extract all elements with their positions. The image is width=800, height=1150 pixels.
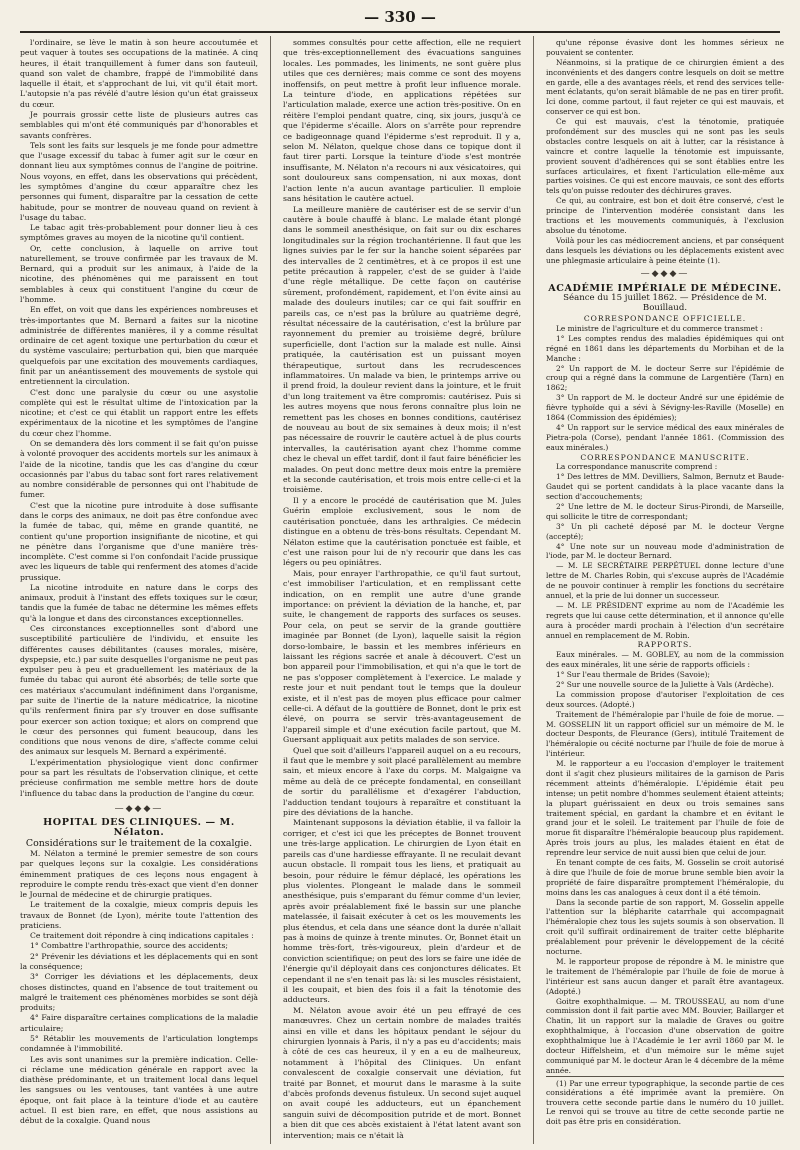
correspondence-item: 3° Un rapport de M. le docteur André sur une épidémie de fièvre typhoïde qui a sévi à Sévigny-les-Raville (Moselle) en 1864 (Commission des épidémies);	[546, 393, 784, 422]
body-paragraph: En effet, on voit que dans les expériences nombreuses et très-importantes que M. Bernard a faites sur la nicotine administrée de différentes manières, il y a comme résultat ordinaire de cet agent toxique une perturbation du cœur et du système vasculaire; perturbation qui, bien que marquée quelquefois par une excitation des mouvements cardiaques, finit par un anéantissement des mouvements de systole qui entretiennent la circulation.	[20, 305, 258, 387]
correspondence-item: 1° Les comptes rendus des maladies épidémiques qui ont régné en 1861 dans les départements du Morbihan et de la Manche :	[546, 333, 784, 363]
section-ornament: —◆◆◆—	[114, 803, 164, 814]
body-paragraph: Voilà pour les cas médiocrement anciens, et par conséquent dans lesquels les déviations ou les déplacements existent avec une phlegmasie articulaire à peine éteinte (1).	[546, 235, 784, 265]
correspondence-item: 4° Une note sur un nouveau mode d'administration de l'iode, par M. le docteur Bernard.	[546, 541, 784, 561]
body-paragraph: Or, cette conclusion, à laquelle on arrive tout naturellement, se trouve confirmée par les travaux de M. Bernard, qui a produit sur les animaux, à l'aide de la nicotine, des phénomènes qui me paraissent en tout semblables à ceux qui constituent l'angine du cœur de l'homme.	[20, 243, 258, 305]
body-paragraph: M. Nélaton avoue avoir été un peu effrayé de ces manœuvres. Chez un certain nombre de malades traités ainsi en ville et dans les hôpitaux pendant le séjour du chirurgien lyonnais à Paris, il n'y a pas eu d'accidents; mais à côté de ces cas heureux, il y en a eu de malheureux, notamment à l'hôpital des Cliniques. Un enfant convalescent de coxalgie conservait une déviation, fut traité par Bonnet, et mourut dans le marasme à la suite d'abcès profonds devenus fistuleux. Un second sujet auquel on avait coupé les adducteurs, eut un épanchement sanguin suivi de décomposition putride et de mort. Bonnet a bien dit que ces abcès existaient à l'état latent avant son intervention; mais ce n'était là	[283, 1005, 521, 1140]
body-paragraph: Ces circonstances exceptionnelles sont d'abord une susceptibilité particulière de l'individu, et ensuite les différentes causes débilitantes (causes morales, misère, dyspepsie, etc.) par suite desquelles l'organisme ne peut pas expulser peu à peu et graduellement les matériaux de la fumée du tabac qui auront été absorbés; de telle sorte que ces matériaux s'accumulant indéfiniment dans l'organisme, par suite de l'inertie de la nature médicatrice, la nicotine qu'ils renferment finira par s'y trouver en dose suffisante pour exercer son action toxique; et alors on comprend que le cœur des personnes qui fument beaucoup, dans les conditions que nous venons de dire, s'affecte comme celui des animaux sur lesquels M. Bernard a expérimenté.	[20, 624, 258, 757]
correspondence-item: 3° Un pli cacheté déposé par M. le docteur Vergne (accepté);	[546, 521, 784, 541]
report-paragraph: En tenant compte de ces faits, M. Gosselin se croit autorisé à dire que l'huile de foie de morue brune semble bien avoir la propriété de faire disparaître promptement l'héméralopie, du moins dans les cas analogues à ceux dont il a été témoin.	[546, 858, 784, 897]
column-separator-2	[533, 36, 534, 1144]
report-paragraph: Traitement de l'héméralopie par l'huile de foie de morue. — M. GOSSELIN lit un rapport officiel sur un mémoire de M. le docteur Desponts, de Fleurance (Gers), intitulé Traitement de l'héméralopie ou cécité nocturne par l'huile de foie de morue à l'intérieur.	[546, 709, 784, 759]
report-paragraph: Goitre exophthalmique. — M. TROUSSEAU, au nom d'une commission dont il fait partie avec MM. Bouvier, Baillarger et Chatin, lit un rapport sur la maladie de Graves ou goitre exophthalmique, à l'occasion d'une observation de goitre exophthalmique lue à l'Académie le 1er avril 1860 par M. le docteur Hiffelsheim, et d'un mémoire sur le même sujet communiqué par M. le docteur Aran le 4 décembre de la même année.	[546, 996, 784, 1075]
body-paragraph: Les avis sont unanimes sur la première indication. Celle-ci réclame une médication générale en rapport avec la diathèse prédominante, et un traitement local dans lequel les sangsues ou les ventouses, tant vantées à une autre époque, ont fait place à la teinture d'iode et au cautère actuel. Il est bien rare, en effet, que nous assistions au début de la coxalgie. Quand nous	[20, 1054, 258, 1126]
body-paragraph: Le tabac agit très-probablement pour donner lieu à ces symptômes graves au moyen de la nicotine qu'il contient.	[20, 223, 258, 243]
report-paragraph: La commission propose d'autoriser l'exploitation de ces deux sources. (Adopté.)	[546, 689, 784, 709]
body-paragraph: C'est que la nicotine pure introduite à dose suffisante dans le corps des animaux, ne doit pas être confondue avec la fumée de tabac, qui, même en grande quantité, ne contient qu'une proportion insignifiante de nicotine, et qui ne pénètre dans l'organisme que d'une manière très-incomplète. C'est comme si l'on confondait l'acide prussique avec les liqueurs de table qui renferment des atomes d'acide prussique.	[20, 500, 258, 582]
correspondence-item: — M. LE PRÉSIDENT exprime au nom de l'Académie les regrets que lui cause cette détermination, et il annonce qu'elle aura à procéder mardi prochain à l'élection d'un secrétaire annuel en remplacement de M. Robin.	[546, 600, 784, 640]
meeting-line: Séance du 15 juillet 1862. — Présidence de M. Bouillaud.	[563, 293, 767, 314]
body-paragraph: Tels sont les faits sur lesquels je me fonde pour admettre que l'usage excessif du tabac à fumer agit sur le cœur en donnant lieu aux symptômes connus de l'angine de poitrine. Nous voyons, en effet, dans les observations qui précèdent, les symptômes d'angine du cœur apparaître chez les personnes qui fument, disparaître par la cessation de cette habitude, pour se montrer de nouveau quand on revient à l'usage du tabac.	[20, 140, 258, 222]
body-paragraph: 1° Combattre l'arthropathie, source des accidents;	[30, 941, 228, 951]
body-paragraph: 4° Faire disparaître certaines complications de la maladie articulaire;	[20, 1013, 258, 1033]
report-paragraph: M. le rapporteur propose de répondre à M. le ministre que le traitement de l'héméralopie par l'huile de foie de morue à l'intérieur est sans aucun danger et paraît être avantageux. (Adopté.)	[546, 956, 784, 996]
body-paragraph: Quel que soit d'ailleurs l'appareil auquel on a eu recours, il faut que le membre y soit placé parallèlement au membre sain, et mieux encore à l'axe du corps. M. Malgaigne va même au delà de ce précepte fondamental, en conseillant de sortir du parallélisme et d'exagérer l'abduction, l'adduction tendant toujours à reparaître et constituant la pire des déviations de la hanche.	[283, 745, 521, 818]
report-paragraph: 2° Sur une nouvelle source de la Juliette à Vals (Ardèche).	[556, 680, 774, 689]
body-paragraph: Ce traitement doit répondre à cinq indications capitales :	[30, 931, 254, 941]
body-paragraph: Ce qui, au contraire, est bon et doit être conservé, c'est le principe de l'intervention modérée consistant dans les tractions et les mouvements communiqués, à l'exclusion absolue du ténotome.	[546, 196, 784, 235]
body-paragraph: Il y a encore le procédé de cautérisation que M. Jules Guérin emploie exclusivement, sous le nom de cautérisation ponctuée, dans les arthralgies. Ce médecin distingue en a obtenu de très-bons résultats. Cependant M. Nélaton estime que la cautérisation ponctuée est faible, et c'est une raison pour lui de n'y recourir que dans les cas légers ou peu opiniâtres.	[283, 495, 521, 568]
body-paragraph: 3° Corriger les déviations et les déplacements, deux choses distinctes, quand en l'absence de tout traitement ou malgré le traitement ces phénomènes morbides se sont déjà produits;	[20, 972, 258, 1013]
body-paragraph: 5° Rétablir les mouvements de l'articulation longtemps condamnée à l'immobilité.	[20, 1034, 258, 1054]
body-paragraph: Mais, pour enrayer l'arthropathie, ce qu'il faut surtout, c'est immobiliser l'articulation, et en remplissant cette indication, on en remplit une autre d'une grande importance: on prévient la déviation de la hanche, et, par suite, le changement de rapports des surfaces os seuses. Pour cela, on peut se servir de la grande gouttière imaginée par Bonnet (de Lyon), laquelle saisit la région dorso-lombaire, le bassin et les membres inférieurs en laissant les régions sacrée et anale à découvert. C'est un bon appareil pour l'immobilisation, et qui n'a que le tort de ne pas s'opposer complètement à l'exercice. Le malade y reste jour et nuit pendant tout le temps que la douleur existe, et il n'est pas de moyen plus efficace pour calmer celle-ci. A défaut de la gouttière de Bonnet, dont le prix est élevé, on pourra se servir très-avantageusement de l'appareil simple et d'une exécution facile partout, que M. Guersant appliquait aux petits malades de son service.	[283, 568, 521, 745]
page-number: — 330 —	[364, 8, 436, 26]
subsection-heading: CORRESPONDANCE OFFICIELLE.	[583, 314, 747, 324]
body-paragraph: Néanmoins, si la pratique de ce chirurgien émient a des inconvénients et des dangers contre lesquels on doit se mettre en garde, elle a des avantages réels, et rend des services telle-ment éclatants, qu'on serait blâmable de ne pas en tirer profit. Ici done, comme partout, il faut rejeter ce qui est mauvais, et conserver ce qui est bon.	[546, 57, 784, 117]
correspondence-item: La correspondance manuscrite comprend :	[556, 462, 718, 472]
column-separator-1	[270, 36, 271, 1144]
column-2	[283, 38, 521, 1141]
correspondence-item: 2° Une lettre de M. le docteur Sirus-Pirondi, de Marseille, qui sollicite le titre de correspondant;	[546, 501, 784, 521]
report-paragraph: M. le rapporteur a eu l'occasion d'employer le traitement dont il s'agit chez plusieurs militaires de la garnison de Paris récemment atteints d'héméralopie. L'épidémie était peu intense; un petit nombre d'hommes seulement étaient atteints; la plupart guérissaient en deux ou trois semaines sans traitement spécial, en gardant la chambre et en évitant le grand jour et le soleil. Le traitement par l'huile de foie de morue fit disparaître l'héméralopie beaucoup plus rapidement. Après trois jours au plus, les malades étaient en état de reprendre leur service de nuit aussi bien que celui de jour.	[546, 759, 784, 858]
correspondence-item: 4° Un rapport sur le service médical des eaux minérales de Pietra-pola (Corse), pendant l'année 1861. (Commission des eaux minérales.)	[546, 422, 784, 452]
header-rule	[20, 31, 780, 33]
body-paragraph: Maintenant supposons la déviation établie, il va falloir la corriger, et c'est ici que les préceptes de Bonnet trouvent une très-large application. Le chirurgien de Lyon était en pareils cas d'une hardiesse effrayante. Il ne reculait devant aucun obstacle. Il rompait tous les liens, et pratiquait au besoin, pour réduire le fémur déplacé, les opérations les plus violentes. Plongeant le malade dans le sommeil anesthésique, puis s'emparant du fémur comme d'un levier, après avoir préalablement fixé le bassin sur une planche matelassée, il faisait exécuter à cet os les mouvements les plus étendus, et cela dans une séance dont la durée n'allait pas à moins de quinze à trente minutes. Or, Bonnet était un homme très-fort, très-vigoureux, plein d'ardeur et de conviction scientifique; on peut des lors se faire une idée de l'énergie qu'il déployait dans ces conjonctures délicates. Et cependant il ne s'en tenait pas là: si les muscles résistaient, il les coupait, et bien des fois il a fait la ténotomie des adducteurs.	[283, 818, 522, 1005]
correspondence-item: 1° Des lettres de MM. Devilliers, Salmon, Bernutz et Baude-Gaudet qui se portent candidats à la place vacante dans la section d'accouchements;	[546, 472, 784, 502]
body-paragraph: l'ordinaire, se lève le matin à son heure accoutumée et peut vaquer à toutes ses occupations de la matinée. A cinq heures, il était tranquillement à fumer dans son fauteuil, quand son valet de chambre, frappé de l'immobilité dans laquelle il était, et s'approchant de lui, vit qu'il était mort. L'autopsie n'a pas révélé d'autre lésion qu'un état graisseux du cœur.	[20, 38, 258, 109]
report-paragraph: Dans la seconde partie de son rapport, M. Gosselin appelle l'attention sur la blépharite catarrhale qui accompagnait l'héméralopie chez tous les sujets soumis à son observation. Il croit qu'il suffirait ordinairement de traiter cette blépharite préalablement pour prévenir le développement de la cécité nocturne.	[546, 897, 784, 957]
correspondence-item: 2° Un rapport de M. le docteur Serre sur l'épidémie de croup qui a régné dans la commune de Largentière (Tarn) en 1862;	[546, 363, 784, 393]
section-ornament: —◆◆◆—	[640, 269, 690, 280]
correspondence-item: Le ministre de l'agriculture et du commerce transmet :	[556, 323, 763, 333]
section-title: HOPITAL DES CLINIQUES. — M. Nélaton.	[43, 817, 235, 839]
section-subtitle: Considérations sur le traitement de la coxalgie.	[25, 837, 253, 849]
report-paragraph: 1° Sur l'eau thermale de Brides (Savoie);	[556, 670, 710, 680]
footnote: (1) Par une erreur typographique, la seconde partie de ces considérations a été imprimée avant la première. On trouvera cette seconde partie dans le numéro du 10 juillet. Le renvoi qui se trouve au titre de cette seconde partie ne doit pas être pris en considération.	[546, 1076, 784, 1127]
body-paragraph: Le traitement de la coxalgie, mieux compris depuis les travaux de Bonnet (de Lyon), mérite toute l'attention des praticiens.	[20, 900, 258, 930]
column-1	[20, 38, 258, 1127]
body-paragraph: Ce qui est mauvais, c'est la ténotomie, pratiquée profondément sur des muscles qui ne sont pas les seuls obstacles contre lesquels on ait à lutter, car la résistance à vaincre et contre laquelle la ténotomie est impuissante, provient souvent d'adhérences qui se sont établies entre les surfaces articulaires, et fixent l'articulation elle-même aux parties voisines. Ce qui est encore mauvais, ce sont des efforts tels qu'on puisse redouter des déchirures graves.	[546, 117, 784, 196]
body-paragraph: La meilleure manière de cautériser est de se servir d'un cautère à boule chauffé à blanc. Le malade étant plongé dans le sommeil anesthésique, on fait sur ou dix eschares longitudinales sur la région trochantérienne. Il faut que les lignes suivies par le fer sur la hanche soient séparées par des intervalles de 2 centimètres, et à ce propos il est une petite précaution à rappeler, c'est de se guider à l'aide d'une règle métallique. De cette façon on cautérise sûrement, profondément, rapidement, et l'on évite ainsi au malade des douleurs inutiles; car ce qui fait souffrir en pareils cas, ce n'est pas la brûlure au quatrième degré, résultat nécessaire de la cautérisation, c'est la brûlure par rayonnement du premier au troisième degré, brûlure superficielle, dont l'action sur la malade est nulle. Ainsi pratiquée, la cautérisation est un puissant moyen thérapeutique, surtout dans les recrudescences inflammatoires. Un malade va bien, le printemps arrive ou il prend froid, la douleur revient dans la jointure, et le fruit d'un long traitement va être compromis: cautérisez. Puis si les autres moyens que nous ferons connaître plus loin ne remettent pas les choses en bonnes conditions, cautérisez de nouveau au bout de six semaines à deux mois; il n'est pas nécessaire de rouvrir le cautère actuel à de plus courts intervalles, la cautérisation ayant chez l'homme comme chez le cheval un effet tardif, dont il faut faire bénéficier les malades. On peut donc mettre deux mois entre la première et la seconde cautérisation, et trois mois entre celle-ci et la troisième.	[283, 204, 521, 495]
body-paragraph: La nicotine introduite en nature dans le corps des animaux, produit à l'instant des effets toxiques sur le cœur, tandis que la fumée de tabac ne détermine les mêmes effets qu'à la longue et dans des circonstances exceptionnelles.	[20, 582, 258, 623]
subsection-heading: CORRESPONDANCE MANUSCRITE.	[580, 452, 750, 462]
academy-title: ACADÉMIE IMPÉRIALE DE MÉDECINE.	[548, 283, 782, 295]
report-paragraph: Eaux minérales. — M. GOBLEY, au nom de la commission des eaux minérales, lit une série de rapports officiels :	[546, 650, 784, 670]
body-paragraph: qu'une réponse évasive dont les hommes sérieux ne pouvaient se contenter.	[546, 38, 784, 57]
body-paragraph: On se demandera dès lors comment il se fait qu'on puisse à volonté provoquer des accidents mortels sur les animaux à l'aide de la nicotine, tandis que les cas d'angine du cœur occasionnés par l'abus du tabac sont fort rares relativement au nombre considérable de personnes qui ont l'habitude de fumer.	[20, 438, 258, 500]
body-paragraph: C'est donc une paralysie du cœur ou une asystolie complète qui est le résultat ultime de l'intoxication par la nicotine; et c'est ce qui établit un rapport entre les effets expérimentaux de la nicotine et les symptômes de l'angine du cœur chez l'homme.	[20, 387, 258, 438]
body-paragraph: sommes consultés pour cette affection, elle ne requiert que très-exceptionnellement des évacuations sanguines locales. Les pommades, les liniments, ne sont guère plus utiles que ces dernières; mais comme ce sont des moyens inoffensifs, on peut mettre à profit leur influence morale. La teinture d'iode, en applications répétées sur l'articulation malade, exerce une action très-positive. On en réitère l'emploi pendant quatre, cinq, six jours, jusqu'à ce que l'épiderme s'écaille. Alors on s'arrête pour reprendre ce badigeonnage quand l'épiderme s'est reproduit. Il y a, selon M. Nélaton, quelque chose dans ce topique dont il faut tirer parti. Lorsque la teinture d'iode s'est montrée insuffisante, M. Nélaton n'a recours ni aux vésicatoires, qui sont douloureux sans compensation, ni aux moxas, dont l'action lente n'a aucun avantage particulier. Il emploie sans hésitation le cautère actuel.	[283, 38, 521, 204]
body-paragraph: 2° Prévenir les déviations et les déplacements qui en sont la conséquence;	[20, 951, 258, 972]
correspondence-item: — M. LE SECRÉTAIRE PERPÉTUEL donne lecture d'une lettre de M. Charles Robin, qui s'excuse auprès de l'Académie de ne pouvoir continuer à remplir les fonctions du secrétaire annuel, et la prie de lui donner un successeur.	[546, 561, 784, 600]
body-paragraph: Je pourrais grossir cette liste de plusieurs autres cas semblables qui m'ont été communiqués par d'honorables et savants confrères.	[20, 109, 258, 140]
column-3	[546, 38, 784, 1127]
page-header	[0, 8, 800, 28]
body-paragraph: M. Nélaton a terminé le premier semestre de son cours par quelques leçons sur la coxalgie. Les considérations éminemment pratiques de ces leçons nous engagent à reproduire le compte rendu très-exact que vient d'en donner le Journal de médecine et de chirurgie pratiques.	[20, 848, 258, 900]
subsection-heading: RAPPORTS.	[637, 640, 693, 650]
body-paragraph: L'expérimentation physiologique vient donc confirmer pour sa part les résultats de l'observation clinique, et cette précieuse confirmation me semble mettre hors de doute l'influence du tabac dans la production de l'angine du cœur.	[20, 757, 258, 798]
